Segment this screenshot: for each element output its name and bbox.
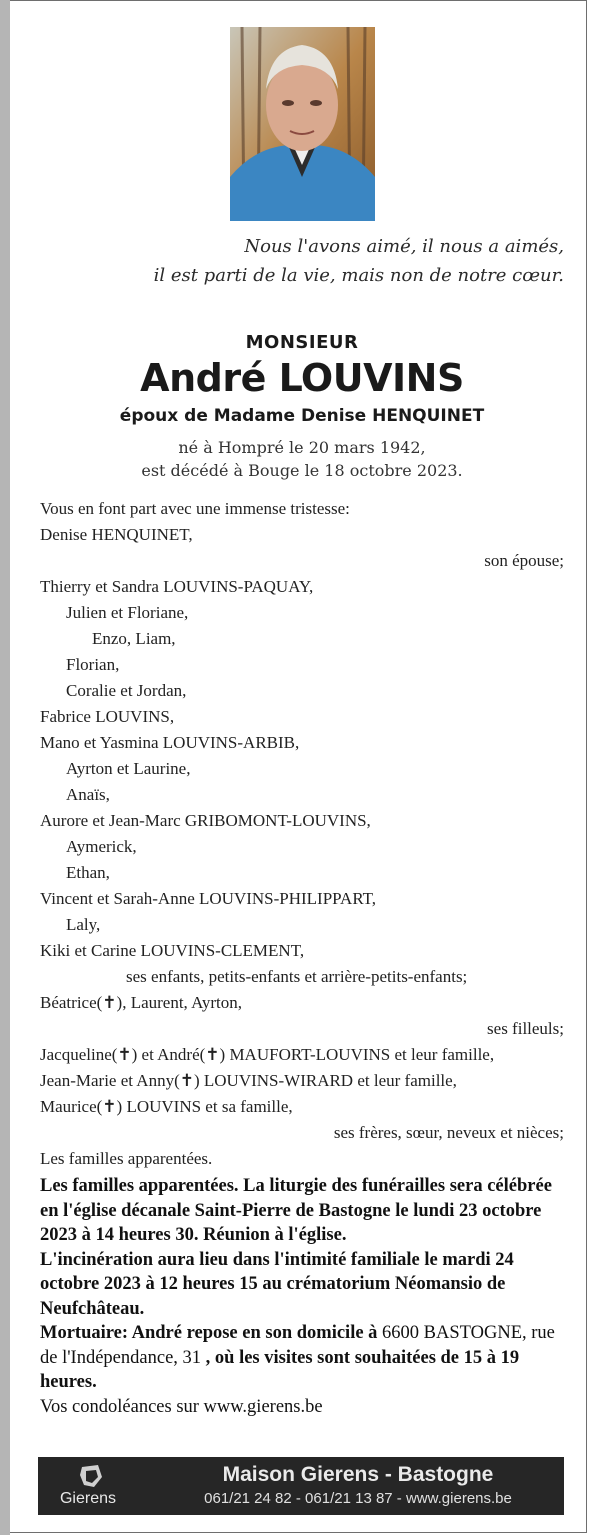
family-line: Thierry et Sandra LOUVINS-PAQUAY, bbox=[40, 577, 314, 596]
funeral-announcement bbox=[40, 1174, 564, 1419]
family-line: ses enfants, petits-enfants et arrière-petits-enfants; bbox=[126, 967, 468, 986]
left-margin-bar bbox=[0, 0, 10, 1535]
mortuary-text-bold-a: Mortuaire: André repose en son domicile à bbox=[40, 1323, 378, 1343]
family-line: Coralie et Jordan, bbox=[66, 681, 187, 700]
gierens-logo bbox=[48, 1463, 134, 1511]
family-line: Jean-Marie et Anny(✝) LOUVINS-WIRARD et leur famille, bbox=[40, 1071, 457, 1090]
family-line: Béatrice(✝), Laurent, Ayrton, bbox=[40, 993, 242, 1012]
funeral-home-name: Maison Gierens - Bastogne bbox=[222, 1463, 494, 1486]
liturgy-paragraph: Les familles apparentées. La liturgie des funérailles sera célébrée en l'église décanale Saint-Pierre de Bastogne le lundi 23 octobre 2023 à 14 heures 30. Réunion à l'église. bbox=[40, 1176, 552, 1245]
deceased-name: André LOUVINS bbox=[140, 356, 464, 400]
mortuary-address: 6600 BASTOGNE, rue de l'Indépendance, 31 bbox=[40, 1323, 555, 1368]
logo-wordmark: Gierens bbox=[59, 1490, 117, 1507]
family-line: Ethan, bbox=[66, 863, 110, 882]
deceased-header bbox=[40, 332, 564, 482]
funeral-home-contact[interactable]: 061/21 24 82 - 061/21 13 87 - www.gierens.be bbox=[204, 1490, 512, 1507]
family-line: son épouse; bbox=[484, 551, 564, 570]
mortuary-paragraph bbox=[40, 1321, 564, 1395]
family-line: Julien et Floriane, bbox=[66, 603, 189, 622]
family-line: Fabrice LOUVINS, bbox=[40, 707, 175, 726]
dates-block bbox=[40, 436, 564, 482]
family-line: Aymerick, bbox=[66, 837, 137, 856]
family-line: Ayrton et Laurine, bbox=[66, 759, 191, 778]
funeral-home-banner bbox=[38, 1457, 564, 1515]
portrait-photo bbox=[230, 27, 375, 221]
condolences-line[interactable]: Vos condoléances sur www.gierens.be bbox=[40, 1396, 323, 1417]
birth-line: né à Hompré le 20 mars 1942, bbox=[178, 438, 426, 457]
family-line: Denise HENQUINET, bbox=[40, 525, 193, 544]
quote-line-1: Nous l'avons aimé, il nous a aimés, bbox=[244, 236, 564, 257]
memorial-quote bbox=[40, 232, 564, 290]
family-line: Kiki et Carine LOUVINS-CLEMENT, bbox=[40, 941, 305, 960]
family-line: Anaïs, bbox=[66, 785, 110, 804]
mortuary-text-bold-b: , où les visites sont souhaitées de 15 à 19 heures. bbox=[40, 1347, 520, 1392]
quote-line-2: il est parti de la vie, mais non de notre cœur. bbox=[153, 265, 564, 286]
family-line: Florian, bbox=[66, 655, 120, 674]
family-line: Maurice(✝) LOUVINS et sa famille, bbox=[40, 1097, 293, 1116]
family-line: ses filleuls; bbox=[487, 1019, 564, 1038]
family-line: Les familles apparentées. bbox=[40, 1149, 213, 1168]
death-line: est décédé à Bouge le 18 octobre 2023. bbox=[141, 461, 463, 480]
family-line: Vous en font part avec une immense tristesse: bbox=[40, 499, 350, 518]
family-line: ses frères, sœur, neveux et nièces; bbox=[333, 1123, 564, 1142]
family-line: Aurore et Jean-Marc GRIBOMONT-LOUVINS, bbox=[40, 811, 371, 830]
family-line: Vincent et Sarah-Anne LOUVINS-PHILIPPART, bbox=[40, 889, 377, 908]
family-list bbox=[40, 496, 564, 1172]
honorific: MONSIEUR bbox=[245, 332, 359, 353]
family-line: Laly, bbox=[66, 915, 101, 934]
spouse-line: époux de Madame Denise HENQUINET bbox=[119, 406, 485, 426]
family-line: Jacqueline(✝) et André(✝) MAUFORT-LOUVINS et leur famille, bbox=[40, 1045, 495, 1064]
family-line: Mano et Yasmina LOUVINS-ARBIB, bbox=[40, 733, 300, 752]
logo-emblem-icon bbox=[48, 1463, 134, 1491]
family-line: Enzo, Liam, bbox=[92, 629, 176, 648]
cremation-paragraph: L'incinération aura lieu dans l'intimité familiale le mardi 24 octobre 2023 à 12 heures 15 au crématorium Néomansio de Neufchâteau. bbox=[40, 1249, 514, 1319]
